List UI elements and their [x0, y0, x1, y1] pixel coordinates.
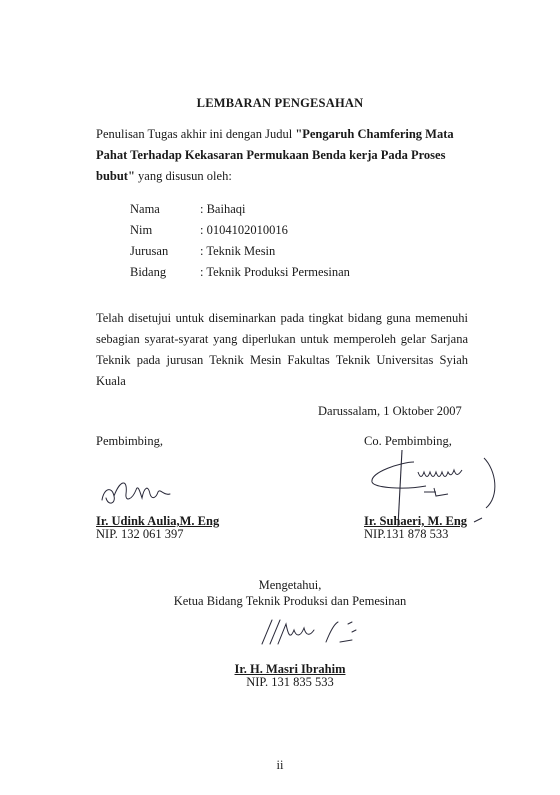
intro-suffix: yang disusun oleh: [138, 169, 232, 183]
intro-prefix: Penulisan Tugas akhir ini dengan Judul [96, 127, 293, 141]
info-value: : Baihaqi [200, 202, 246, 216]
info-value: : Teknik Produksi Permesinan [200, 265, 350, 279]
co-supervisor-name: Ir. Suhaeri, M. Eng [364, 514, 468, 528]
acknowledged-name: Ir. H. Masri Ibrahim [234, 662, 346, 676]
author-info-row [130, 265, 350, 286]
info-key: Jurusan [130, 244, 169, 258]
info-key: Nim [130, 223, 153, 237]
page-number: ii [276, 758, 284, 772]
info-value: : 0104102010016 [200, 223, 288, 237]
place-date: Darussalam, 1 Oktober 2007 [318, 404, 462, 418]
acknowledged-label: Mengetahui, [258, 578, 322, 592]
info-key: Nama [130, 202, 160, 216]
info-value: : Teknik Mesin [200, 244, 276, 258]
head-signature-icon [256, 612, 366, 652]
author-info-row [130, 202, 350, 223]
intro-paragraph [96, 124, 468, 187]
supervisor-nip: NIP. 132 061 397 [96, 527, 184, 541]
acknowledged-nip: NIP. 131 835 533 [246, 675, 334, 689]
co-supervisor-nip: NIP.131 878 533 [364, 527, 449, 541]
supervisor-label: Pembimbing, [96, 434, 164, 448]
thesis-title: "Pengaruh Chamfering Mata Pahat Terhadap Kekasaran Permukaan Benda kerja Pada Proses bubut" [96, 127, 454, 183]
author-info-row [130, 223, 350, 244]
acknowledged-role: Ketua Bidang Teknik Produksi dan Pemesinan [173, 594, 407, 608]
document-title: LEMBARAN PENGESAHAN [196, 96, 364, 110]
co-supervisor-label: Co. Pembimbing, [364, 434, 452, 448]
approval-paragraph: Telah disetujui untuk diseminarkan pada tingkat bidang guna memenuhi sebagian syarat-syarat yang diperlukan untuk memperoleh gelar Sarjana Teknik pada jurusan Teknik Mesin Fakultas Teknik Universitas Syiah Kuala [96, 311, 468, 388]
info-key: Bidang [130, 265, 167, 279]
supervisor-name: Ir. Udink Aulia,M. Eng [96, 514, 220, 528]
supervisor-signature-icon [98, 470, 178, 510]
author-info-row [130, 244, 350, 265]
author-info-table [130, 202, 350, 286]
